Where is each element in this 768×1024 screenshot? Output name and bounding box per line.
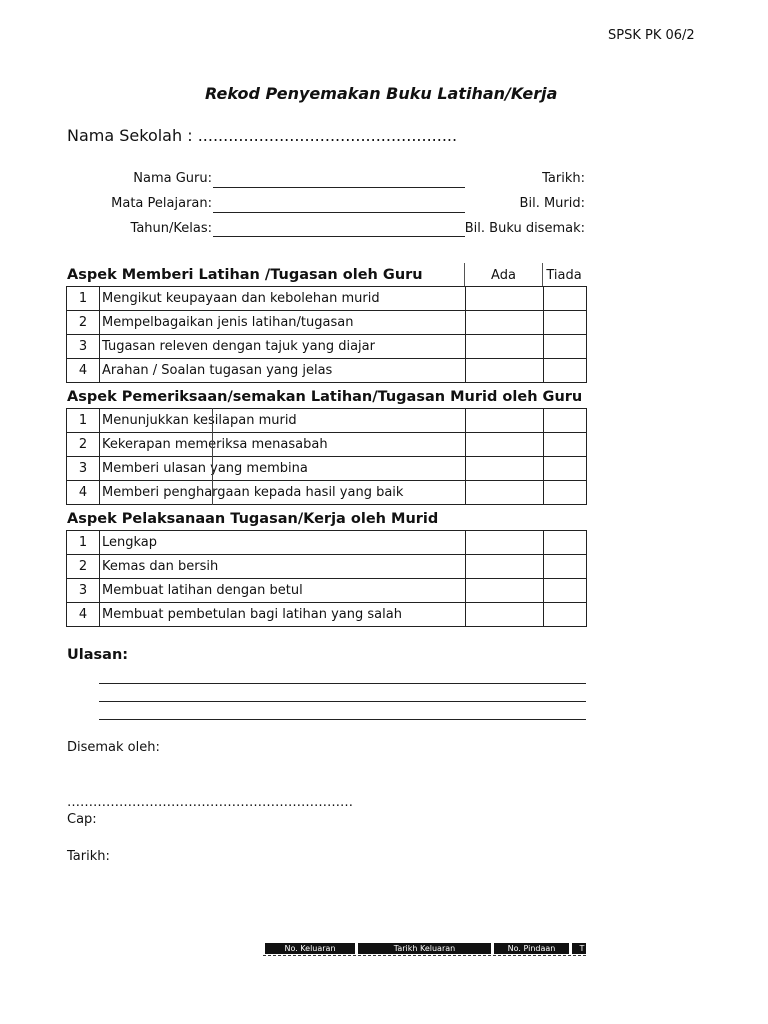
ada-checkbox-cell[interactable] bbox=[466, 287, 544, 311]
item-number: 1 bbox=[67, 409, 100, 433]
tiada-checkbox-cell[interactable] bbox=[544, 457, 587, 481]
tiada-checkbox-cell[interactable] bbox=[544, 579, 587, 603]
date-label: Tarikh: bbox=[542, 171, 585, 186]
item-number: 2 bbox=[67, 311, 100, 335]
section-title: Aspek Memberi Latihan /Tugasan oleh Guru bbox=[67, 267, 423, 283]
section-title: Aspek Pemeriksaan/semakan Latihan/Tugasan Murid oleh Guru bbox=[67, 389, 583, 405]
table-row bbox=[67, 457, 587, 481]
table-row bbox=[67, 579, 587, 603]
item-text: Lengkap bbox=[100, 531, 466, 555]
footer-last: T bbox=[572, 943, 586, 954]
item-number: 3 bbox=[67, 335, 100, 359]
books-checked-label: Bil. Buku disemak: bbox=[464, 221, 585, 236]
checked-by-label: Disemak oleh: bbox=[67, 740, 160, 755]
form-code: SPSK PK 06/2 bbox=[608, 28, 695, 43]
tiada-checkbox-cell[interactable] bbox=[544, 335, 587, 359]
title-container bbox=[205, 84, 586, 110]
table-row bbox=[67, 335, 587, 359]
footer-issue-date: Tarikh Keluaran bbox=[358, 943, 491, 954]
table-row bbox=[67, 531, 587, 555]
ada-checkbox-cell[interactable] bbox=[466, 579, 544, 603]
item-number: 1 bbox=[67, 287, 100, 311]
school-name-row bbox=[67, 126, 457, 145]
tiada-checkbox-cell[interactable] bbox=[544, 603, 587, 627]
remarks-line[interactable] bbox=[99, 719, 586, 720]
remarks-label: Ulasan: bbox=[67, 647, 129, 663]
item-text: Mempelbagaikan jenis latihan/tugasan bbox=[100, 311, 466, 335]
teacher-field[interactable] bbox=[213, 187, 465, 188]
item-number: 3 bbox=[67, 457, 100, 481]
ada-checkbox-cell[interactable] bbox=[466, 531, 544, 555]
ada-checkbox-cell[interactable] bbox=[466, 457, 544, 481]
footer-row-line bbox=[263, 955, 586, 958]
tiada-checkbox-cell[interactable] bbox=[544, 481, 587, 505]
tiada-checkbox-cell[interactable] bbox=[544, 409, 587, 433]
checklist-table bbox=[66, 530, 587, 627]
item-text: Membuat latihan dengan betul bbox=[100, 579, 466, 603]
item-text: Mengikut keupayaan dan kebolehan murid bbox=[100, 287, 466, 311]
signoff-date-label: Tarikh: bbox=[67, 849, 110, 864]
tiada-checkbox-cell[interactable] bbox=[544, 555, 587, 579]
ada-checkbox-cell[interactable] bbox=[466, 409, 544, 433]
ada-checkbox-cell[interactable] bbox=[466, 359, 544, 383]
students-label: Bil. Murid: bbox=[519, 196, 585, 211]
grid-line bbox=[212, 408, 213, 505]
table-row bbox=[67, 311, 587, 335]
column-header-tiada: Tiada bbox=[546, 268, 582, 283]
table-row bbox=[67, 287, 587, 311]
footer-issue-no: No. Keluaran bbox=[265, 943, 355, 954]
item-number: 4 bbox=[67, 603, 100, 627]
item-text: Memberi penghargaan kepada hasil yang baik bbox=[100, 481, 466, 505]
subject-label: Mata Pelajaran: bbox=[111, 196, 212, 211]
column-header-ada: Ada bbox=[491, 268, 516, 283]
table-row bbox=[67, 481, 587, 505]
school-label: Nama Sekolah : bbox=[67, 126, 193, 145]
tiada-checkbox-cell[interactable] bbox=[544, 433, 587, 457]
item-text: Arahan / Soalan tugasan yang jelas bbox=[100, 359, 466, 383]
table-row bbox=[67, 409, 587, 433]
teacher-label: Nama Guru: bbox=[133, 171, 212, 186]
checklist-table bbox=[66, 408, 587, 505]
item-number: 4 bbox=[67, 359, 100, 383]
ada-checkbox-cell[interactable] bbox=[466, 335, 544, 359]
school-dots: ................................................... bbox=[197, 126, 458, 145]
item-text: Kekerapan memeriksa menasabah bbox=[100, 433, 466, 457]
year-class-label: Tahun/Kelas: bbox=[130, 221, 212, 236]
tiada-checkbox-cell[interactable] bbox=[544, 287, 587, 311]
item-text: Menunjukkan kesilapan murid bbox=[100, 409, 466, 433]
signature-line[interactable]: ………………………………………………………… bbox=[67, 795, 353, 810]
item-text: Memberi ulasan yang membina bbox=[100, 457, 466, 481]
table-row bbox=[67, 359, 587, 383]
ada-checkbox-cell[interactable] bbox=[466, 481, 544, 505]
footer-revision-no: No. Pindaan bbox=[494, 943, 569, 954]
item-number: 1 bbox=[67, 531, 100, 555]
item-number: 4 bbox=[67, 481, 100, 505]
item-number: 2 bbox=[67, 555, 100, 579]
ada-checkbox-cell[interactable] bbox=[466, 311, 544, 335]
ada-checkbox-cell[interactable] bbox=[466, 603, 544, 627]
item-number: 2 bbox=[67, 433, 100, 457]
item-text: Tugasan releven dengan tajuk yang diajar bbox=[100, 335, 466, 359]
checklist-table bbox=[66, 286, 587, 383]
year-class-field[interactable] bbox=[213, 236, 465, 237]
table-row bbox=[67, 433, 587, 457]
tiada-checkbox-cell[interactable] bbox=[544, 531, 587, 555]
ada-checkbox-cell[interactable] bbox=[466, 433, 544, 457]
tiada-checkbox-cell[interactable] bbox=[544, 311, 587, 335]
remarks-line[interactable] bbox=[99, 701, 586, 702]
document-control-footer bbox=[263, 942, 586, 958]
ada-checkbox-cell[interactable] bbox=[466, 555, 544, 579]
item-number: 3 bbox=[67, 579, 100, 603]
stamp-label: Cap: bbox=[67, 812, 97, 827]
remarks-line[interactable] bbox=[99, 683, 586, 684]
table-row bbox=[67, 603, 587, 627]
subject-field[interactable] bbox=[213, 212, 465, 213]
item-text: Kemas dan bersih bbox=[100, 555, 466, 579]
item-text: Membuat pembetulan bagi latihan yang salah bbox=[100, 603, 466, 627]
table-row bbox=[67, 555, 587, 579]
tiada-checkbox-cell[interactable] bbox=[544, 359, 587, 383]
section-title: Aspek Pelaksanaan Tugasan/Kerja oleh Murid bbox=[67, 511, 439, 527]
page-title: Rekod Penyemakan Buku Latihan/Kerja bbox=[205, 84, 558, 103]
